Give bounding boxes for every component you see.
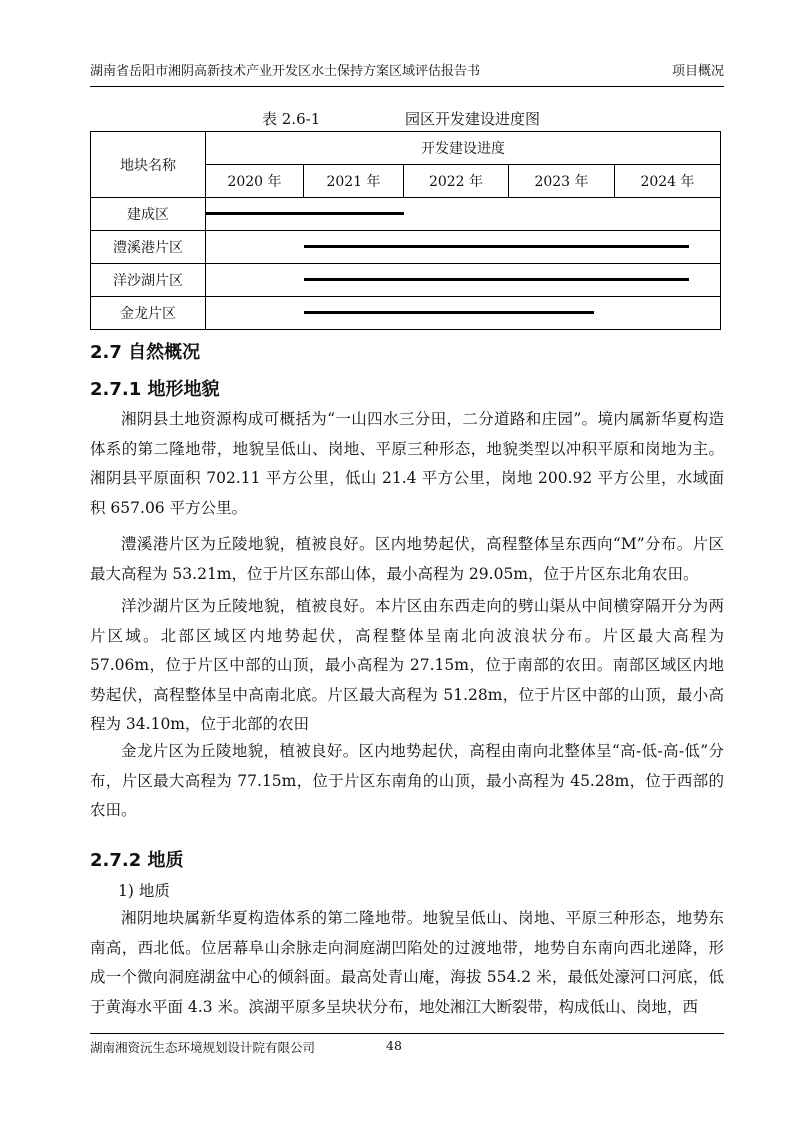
gantt-cell (206, 264, 721, 297)
progress-bar (206, 212, 404, 215)
paragraph: 湘阴地块属新华夏构造体系的第二隆地带。地貌呈低山、岗地、平原三种形态，地势东南高，西北低。位居幕阜山余脉走向洞庭湖凹陷处的过渡地带，地势自东南向西北递降，形成一个微向洞庭湖盆中心的倾斜面。最高处青山庵，海拔 554.2 米，最低处濠河口河底，低于黄海水平面 4.3 米。滨湖平原多呈块状分布，地处湘江大断裂带，构成低山、岗地，西 (90, 909, 724, 1016)
progress-header: 开发建设进度 (206, 132, 721, 165)
header-chapter: 项目概况 (671, 64, 724, 79)
block-name-header: 地块名称 (91, 132, 206, 198)
footer-company: 湖南湘资沅生态环境规划设计院有限公司 (90, 1040, 316, 1055)
subsection-heading: 2.7.2 地质 (90, 850, 184, 871)
footer-divider (90, 1033, 724, 1034)
progress-bar (304, 245, 689, 248)
year-header: 2021 年 (304, 165, 404, 198)
gantt-cell (206, 231, 721, 264)
subsection-heading: 2.7.1 地形地貌 (90, 379, 220, 400)
progress-table (90, 131, 721, 330)
paragraph: 澧溪港片区为丘陵地貌，植被良好。区内地势起伏，高程整体呈东西向“M”分布。片区最大高程为 53.21m，位于片区东部山体，最小高程为 29.05m，位于片区东北角农田。 (90, 535, 724, 583)
gantt-cell (206, 297, 721, 330)
block-name: 建成区 (91, 198, 206, 231)
gantt-cell (206, 198, 721, 231)
year-header: 2023 年 (509, 165, 615, 198)
header-divider (90, 86, 724, 87)
year-header: 2024 年 (615, 165, 721, 198)
block-name: 金龙片区 (91, 297, 206, 330)
block-name: 洋沙湖片区 (91, 264, 206, 297)
paragraph: 湘阴县土地资源构成可概括为“一山四水三分田，二分道路和庄园”。境内属新华夏构造体系的第二隆地带，地貌呈低山、岗地、平原三种形态，地貌类型以冲积平原和岗地为主。湘阴县平原面积 702.11 平方公里，低山 21.4 平方公里，岗地 200.92 平方公里，水域面积 657.06 平方公里。 (90, 410, 724, 517)
block-name: 澧溪港片区 (91, 231, 206, 264)
header-report-title: 湖南省岳阳市湘阴高新技术产业开发区水土保持方案区域评估报告书 (90, 64, 481, 79)
table-title: 园区开发建设进度图 (405, 110, 541, 128)
paragraph: 金龙片区为丘陵地貌，植被良好。区内地势起伏，高程由南向北整体呈“高-低-高-低”分布，片区最大高程为 77.15m，位于片区东南角的山顶，最小高程为 45.28m，位于西部的农田。 (90, 742, 724, 819)
page-number: 48 (386, 1038, 402, 1053)
page-header (90, 60, 724, 82)
section-heading: 2.7 自然概况 (90, 342, 201, 363)
progress-bar (304, 278, 689, 281)
progress-bar (304, 311, 594, 314)
year-header: 2022 年 (404, 165, 509, 198)
sub-heading: 1) 地质 (118, 882, 170, 900)
year-header: 2020 年 (206, 165, 304, 198)
table-number: 表 2.6-1 (262, 110, 321, 128)
paragraph: 洋沙湖片区为丘陵地貌，植被良好。本片区由东西走向的劈山渠从中间横穿隔开分为两片区域。北部区域区内地势起伏，高程整体呈南北向波浪状分布。片区最大高程为 57.06m，位于片区中部的山顶，最小高程为 27.15m，位于南部的农田。南部区域区内地势起伏，高程整体呈中高南北底。片区最大高程为 51.28m，位于片区中部的山顶，最小高程为 34.10m，位于北部的农田 (90, 597, 724, 733)
